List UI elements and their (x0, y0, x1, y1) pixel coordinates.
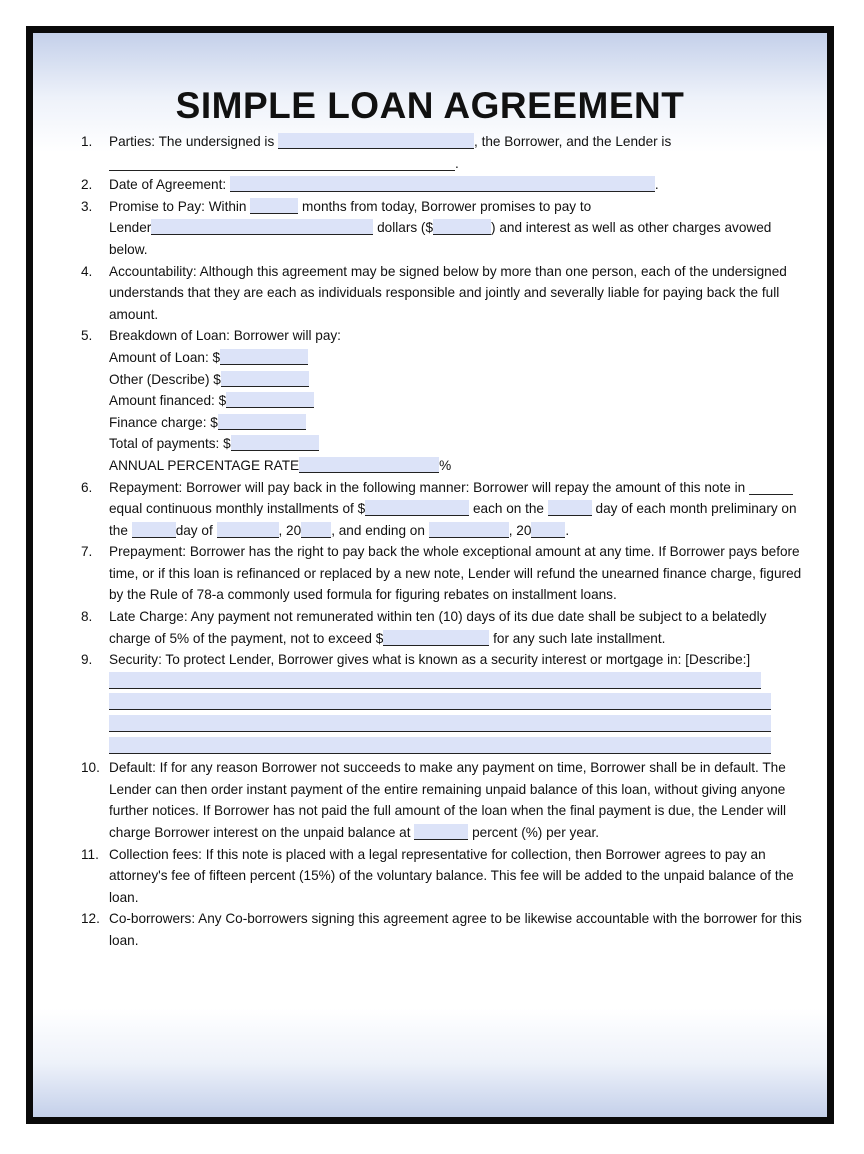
default-interest-rate-field[interactable] (414, 824, 468, 840)
security-description-line-3[interactable] (109, 714, 805, 736)
other-describe-field[interactable] (221, 371, 309, 387)
clause-co-borrowers: 12. Co-borrowers: Any Co-borrowers signing this agreement agree to be likewise accountable with the borrower for this loan. (81, 908, 805, 951)
clause-parties: 1. Parties: The undersigned is , the Borrower, and the Lender is . (81, 131, 805, 174)
clause-number: 6. (81, 479, 93, 495)
clause-number: 5. (81, 328, 93, 344)
amount-words-field[interactable] (151, 219, 373, 235)
end-date-field[interactable] (429, 522, 509, 538)
agreement-date-field[interactable] (230, 176, 655, 192)
payment-day-field[interactable] (548, 500, 592, 516)
clause-repayment: 6. Repayment: Borrower will pay back in the following manner: Borrower will repay the amount of this note in equal continuous monthly installments of $ each on the day of each month preliminary on the day of , 20 , and ending on , 20 . (81, 477, 805, 542)
clause-number: 2. (81, 177, 93, 193)
security-description-line-4[interactable] (109, 736, 805, 758)
apr-field[interactable] (299, 457, 439, 473)
start-month-field[interactable] (217, 522, 279, 538)
installment-amount-field[interactable] (365, 500, 469, 516)
borrower-name-field[interactable] (278, 133, 474, 149)
clause-accountability: 4. Accountability: Although this agreement may be signed below by more than one person, each of the undersigned understands that they are each as individuals responsible and jointly and severally liable for paying back the full amount. (81, 261, 805, 326)
clause-prepayment: 7. Prepayment: Borrower has the right to pay back the whole exceptional amount at any time. If Borrower pays before time, or if this loan is refinanced or replaced by a new note, Lender will refund the unearned finance charge, figured by the Rule of 78-a commonly used formula for figuring rebates on installment loans. (81, 541, 805, 606)
document-title: SIMPLE LOAN AGREEMENT (175, 85, 685, 126)
clause-number: 12. (81, 911, 100, 927)
lender-name-field[interactable] (109, 155, 455, 171)
clause-number: 1. (81, 134, 93, 149)
start-day-field[interactable] (132, 522, 176, 538)
clause-number: 7. (81, 544, 93, 560)
document-frame (26, 26, 834, 1124)
start-year-field[interactable] (301, 522, 331, 538)
clause-number: 4. (81, 263, 93, 279)
clause-number: 9. (81, 652, 93, 668)
clause-date: 2. Date of Agreement: . (81, 174, 805, 196)
amount-of-loan-field[interactable] (220, 349, 308, 365)
total-payments-field[interactable] (231, 435, 319, 451)
clause-loan-breakdown: 5. Breakdown of Loan: Borrower will pay: Amount of Loan: $ Other (Describe) $ Amount financed: $ Finance charge: $ Total of payments: $ ANNUAL PERCENTAGE RATE % (81, 325, 805, 476)
amount-dollars-field[interactable] (433, 219, 491, 235)
clause-security: 9. Security: To protect Lender, Borrower gives what is known as a security interest or mortgage in: [Describe:] (81, 649, 805, 757)
clause-number: 8. (81, 609, 93, 625)
clause-promise-to-pay: 3. Promise to Pay: Within months from today, Borrower promises to pay to Lender dollars ($ ) and interest as well as other charges avowed below. (81, 196, 805, 261)
late-charge-max-field[interactable] (383, 630, 489, 646)
clause-default: 10. Default: If for any reason Borrower not succeeds to make any payment on time, Borrower shall be in default. The Lender can then order instant payment of the entire remaining unpaid balance of this loan, without giving anyone further notices. If Borrower has not paid the full amount of the loan when the final payment is due, the Lender will charge Borrower interest on the unpaid balance at percent (%) per year. (81, 757, 805, 843)
clause-number: 3. (81, 198, 93, 214)
installments-count-field[interactable] (749, 479, 793, 495)
clause-collection-fees: 11. Collection fees: If this note is placed with a legal representative for collection, then Borrower agrees to pay an attorney's fee of fifteen percent (15%) of the voluntary balance. This fee will be added to the unpaid balance of the loan. (81, 844, 805, 909)
clause-number: 11. (81, 846, 99, 862)
security-description-line-1[interactable] (109, 671, 805, 693)
clause-late-charge: 8. Late Charge: Any payment not remunerated within ten (10) days of its due date shall be subject to a belatedly charge of 5% of the payment, not to exceed $ for any such late installment. (81, 606, 805, 649)
amount-financed-field[interactable] (226, 392, 314, 408)
months-field[interactable] (250, 198, 298, 214)
end-year-field[interactable] (531, 522, 565, 538)
agreement-body (81, 131, 805, 952)
security-description-line-2[interactable] (109, 692, 805, 714)
clause-number: 10. (81, 760, 100, 776)
finance-charge-field[interactable] (218, 414, 306, 430)
